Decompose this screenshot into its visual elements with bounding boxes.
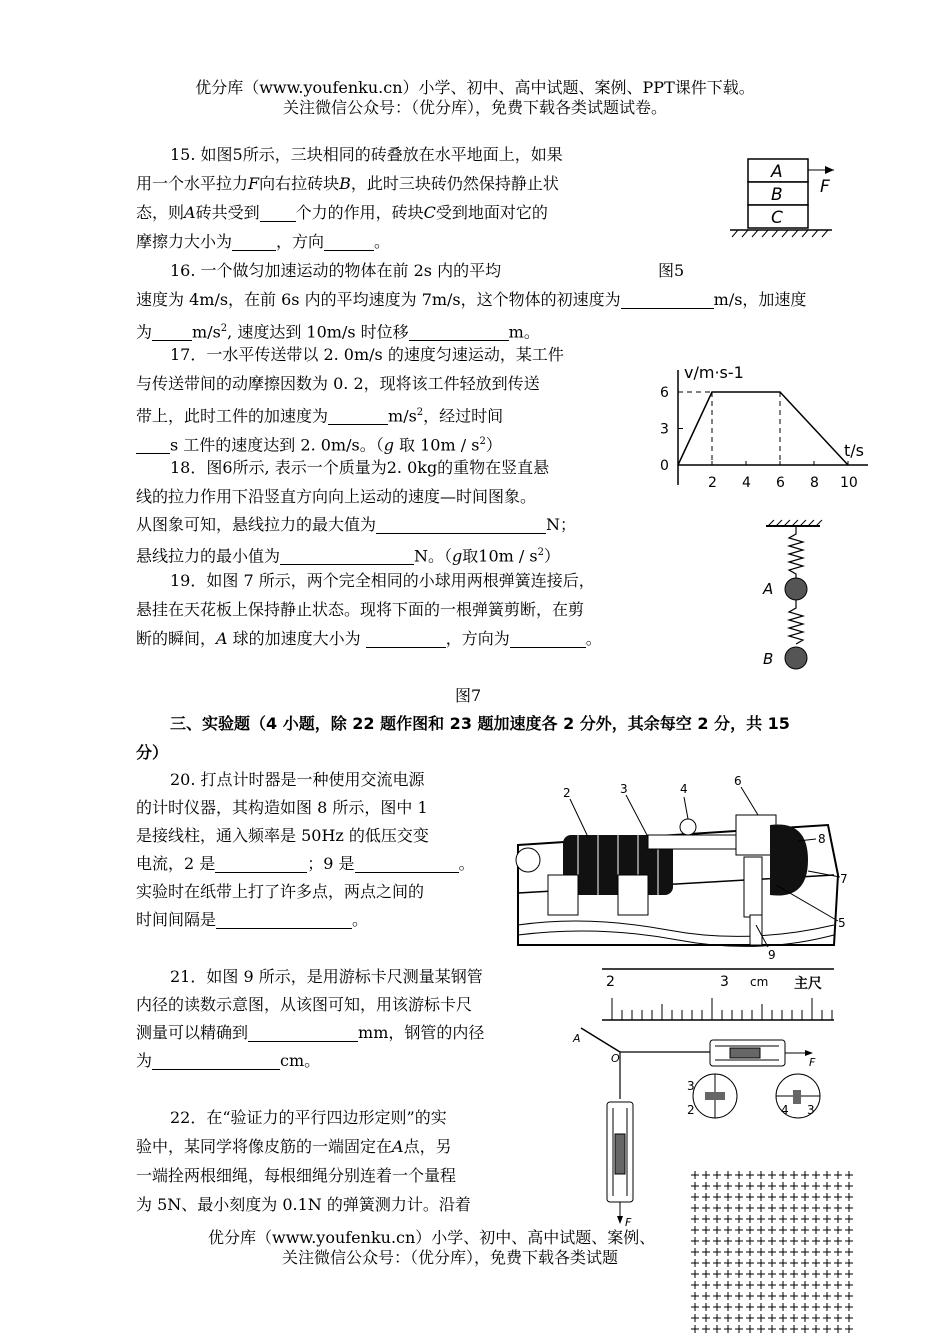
q20-line-1: 20. 打点计时器是一种使用交流电源 <box>170 770 425 789</box>
q22-line-1: 22．在“验证力的平行四边形定则”的实 <box>170 1108 447 1127</box>
q15-blank-1[interactable] <box>260 203 296 222</box>
q22-line-2: 验中，某同学将像皮筋的一端固定在A点，另 <box>136 1137 452 1156</box>
q18-line-4: 悬线拉力的最小值为 N。（g取$10m / s^2$） <box>136 546 560 566</box>
q15-line-4: 摩擦力大小为 ，方向 。 <box>136 232 391 251</box>
dial-digit-2: 2 <box>687 1103 695 1117</box>
q16-line-1: 16. 一个做匀加速运动的物体在前 2s 内的平均 <box>170 261 502 280</box>
dial-digit-3: 3 <box>687 1079 695 1093</box>
series-line <box>678 392 848 465</box>
force-f1-label: F <box>809 1056 816 1069</box>
lower-spring <box>789 600 803 644</box>
ball-a-label: A <box>763 580 774 598</box>
q21-line-2: 内径的读数示意图，从该图可知，用该游标卡尺 <box>136 995 473 1014</box>
q18-line-2: 线的拉力作用下沿竖直方向向上运动的速度—时间图象。 <box>136 487 537 506</box>
y-tick-label: 0 <box>660 458 669 474</box>
dial-digit-4: 4 <box>781 1103 789 1117</box>
terminal-1 <box>548 875 578 915</box>
q15-blank-2[interactable] <box>232 232 276 251</box>
label-5: 5 <box>838 916 846 930</box>
grid-paper <box>690 1170 856 1335</box>
force-f-label: F <box>820 177 830 197</box>
fig5-caption: 图5 <box>658 261 685 280</box>
q17-line-3: 带上，此时工件的加速度为 $m/s^2$，经过时间 <box>136 406 504 426</box>
section-3-title-cont: 分） <box>136 743 169 762</box>
x-axis-label: t/s <box>844 441 864 460</box>
q20-line-5: 实验时在纸带上打了许多点，两点之间的 <box>136 882 425 901</box>
y-tick-label: 6 <box>660 385 669 401</box>
section-3-title: 三、实验题（4 小题，除 22 题作图和 23 题加速度各 2 分外，其余每空 2 分，共 15 <box>170 714 790 733</box>
q18-line-3: 从图象可知，悬线拉力的最大值为 N； <box>136 515 577 534</box>
force-f2-label: F <box>625 1216 632 1229</box>
q20-line-6: 时间间隔是 。 <box>136 910 369 929</box>
q20-blank-3[interactable] <box>216 910 352 929</box>
brick-a-label: A <box>771 162 783 182</box>
point-a-label: A <box>573 1032 581 1045</box>
q15-line-1: 15. 如图5所示，三块相同的砖叠放在水平地面上，如果 <box>170 145 563 164</box>
footer-line-1: 优分库（www.youfenku.cn）小学、初中、高中试题、案例、 <box>208 1228 656 1247</box>
rubber-band <box>581 1028 620 1052</box>
figure-8-ticker-timer <box>508 775 848 967</box>
header-line-1: 优分库（www.youfenku.cn）小学、初中、高中试题、案例、PPT课件下载。 <box>195 78 755 97</box>
q16-blank-2[interactable] <box>152 322 192 341</box>
x-tick-label: 8 <box>810 475 819 491</box>
q17-blank-1[interactable] <box>328 406 388 425</box>
brick-b-label: B <box>771 185 783 205</box>
ball-a <box>785 578 807 600</box>
terminal-2 <box>618 875 648 915</box>
figure-9-vernier-scale <box>598 966 838 1028</box>
x-tick-label: 10 <box>840 475 858 491</box>
x-tick-label: 2 <box>708 475 717 491</box>
q21-blank-1[interactable] <box>248 1023 358 1042</box>
q21-line-1: 21．如图 9 所示，是用游标卡尺测量某钢管 <box>170 967 483 986</box>
q19-blank-2[interactable] <box>510 629 586 648</box>
q16-line-3: 为 $m/s^2$, 速度达到 10m/s 时位移 m。 <box>136 322 540 342</box>
scale-3: 3 <box>720 974 729 990</box>
q20-blank-1[interactable] <box>215 854 307 873</box>
upper-spring <box>789 526 803 578</box>
x-tick-label: 4 <box>742 475 751 491</box>
q18-blank-2[interactable] <box>280 546 414 565</box>
q17-blank-2[interactable] <box>136 435 170 454</box>
q15-line-2: 用一个水平拉力F向右拉砖块B，此时三块砖仍然保持静止状 <box>136 174 559 193</box>
q19-line-1: 19．如图 7 所示，两个完全相同的小球用两根弹簧连接后， <box>170 571 595 590</box>
q19-blank-1[interactable] <box>366 629 446 648</box>
q17-line-4: s 工件的速度达到 2. 0m/s。（g 取 $10m / s^2$） <box>136 427 502 459</box>
q19-line-3: 断的瞬间，A 球的加速度大小为 ，方向为 。 <box>136 629 602 648</box>
q17-line-2: 与传送带间的动摩擦因数为 0. 2，现将该工件轻放到传送 <box>136 374 540 393</box>
figure-6-vt-graph <box>650 358 900 503</box>
q20-blank-2[interactable] <box>355 854 459 873</box>
header-line-2: 关注微信公众号：（优分库），免费下载各类试题试卷。 <box>282 98 667 117</box>
point-o-label: O <box>611 1052 620 1065</box>
q18-line-1: 18．图6所示, 表示一个质量为2. 0kg的重物在竖直悬 <box>170 458 550 477</box>
label-8: 8 <box>818 832 826 846</box>
x-tick-label: 6 <box>776 475 785 491</box>
y-tick-label: 3 <box>660 421 669 438</box>
q20-line-2: 的计时仪器，其构造如图 8 所示，图中 1 <box>136 798 428 817</box>
q16-line-2: 速度为 4m/s，在前 6s 内的平均速度为 7m/s，这个物体的初速度为 m/s，加速度 <box>136 290 807 309</box>
q16-blank-1[interactable] <box>621 290 714 309</box>
q20-line-4: 电流，2 是 ；9 是 。 <box>136 854 475 873</box>
q22-line-4: 为 5N、最小刻度为 0.1N 的弹簧测力计。沿着 <box>136 1195 471 1214</box>
figure-7-springs <box>758 518 838 673</box>
figure-5-bricks <box>722 155 842 240</box>
footer-line-2: 关注微信公众号：（优分库），免费下载各类试题 <box>282 1248 619 1267</box>
dial-digit-3b: 3 <box>807 1103 815 1117</box>
ball-b <box>785 647 807 669</box>
q20-line-3: 是接线柱，通入频率是 50Hz 的低压交变 <box>136 826 429 845</box>
label-9: 9 <box>768 948 776 962</box>
q21-blank-2[interactable] <box>152 1051 280 1070</box>
label-4: 4 <box>680 782 688 796</box>
fig7-caption: 图7 <box>455 686 482 705</box>
q15-blank-3[interactable] <box>324 232 374 251</box>
main-scale-label: 主尺 <box>794 976 822 992</box>
label-2: 2 <box>563 786 571 800</box>
q19-line-2: 悬挂在天花板上保持静止状态。现将下面的一根弹簧剪断，在剪 <box>136 600 585 619</box>
q21-line-3: 测量可以精确到 mm，钢管的内径 <box>136 1023 485 1042</box>
q17-line-1: 17．一水平传送带以 2. 0m/s 的速度匀速运动，某工件 <box>170 345 564 364</box>
scale-unit: cm <box>750 975 769 989</box>
q16-blank-3[interactable] <box>409 322 509 341</box>
ball-b-label: B <box>763 650 774 668</box>
q21-line-4: 为 cm。 <box>136 1051 321 1070</box>
q15-line-3: 态，则A砖共受到 个力的作用，砖块C受到地面对它的 <box>136 203 548 222</box>
y-axis-label: v/m·s-1 <box>684 363 744 382</box>
label-7: 7 <box>840 872 848 886</box>
scale-2: 2 <box>606 974 615 990</box>
q18-blank-1[interactable] <box>376 515 546 534</box>
brick-c-label: C <box>771 208 783 228</box>
q22-line-3: 一端拴两根细绳，每根细绳分别连着一个量程 <box>136 1166 457 1185</box>
label-6: 6 <box>734 775 742 788</box>
label-3: 3 <box>620 782 628 796</box>
